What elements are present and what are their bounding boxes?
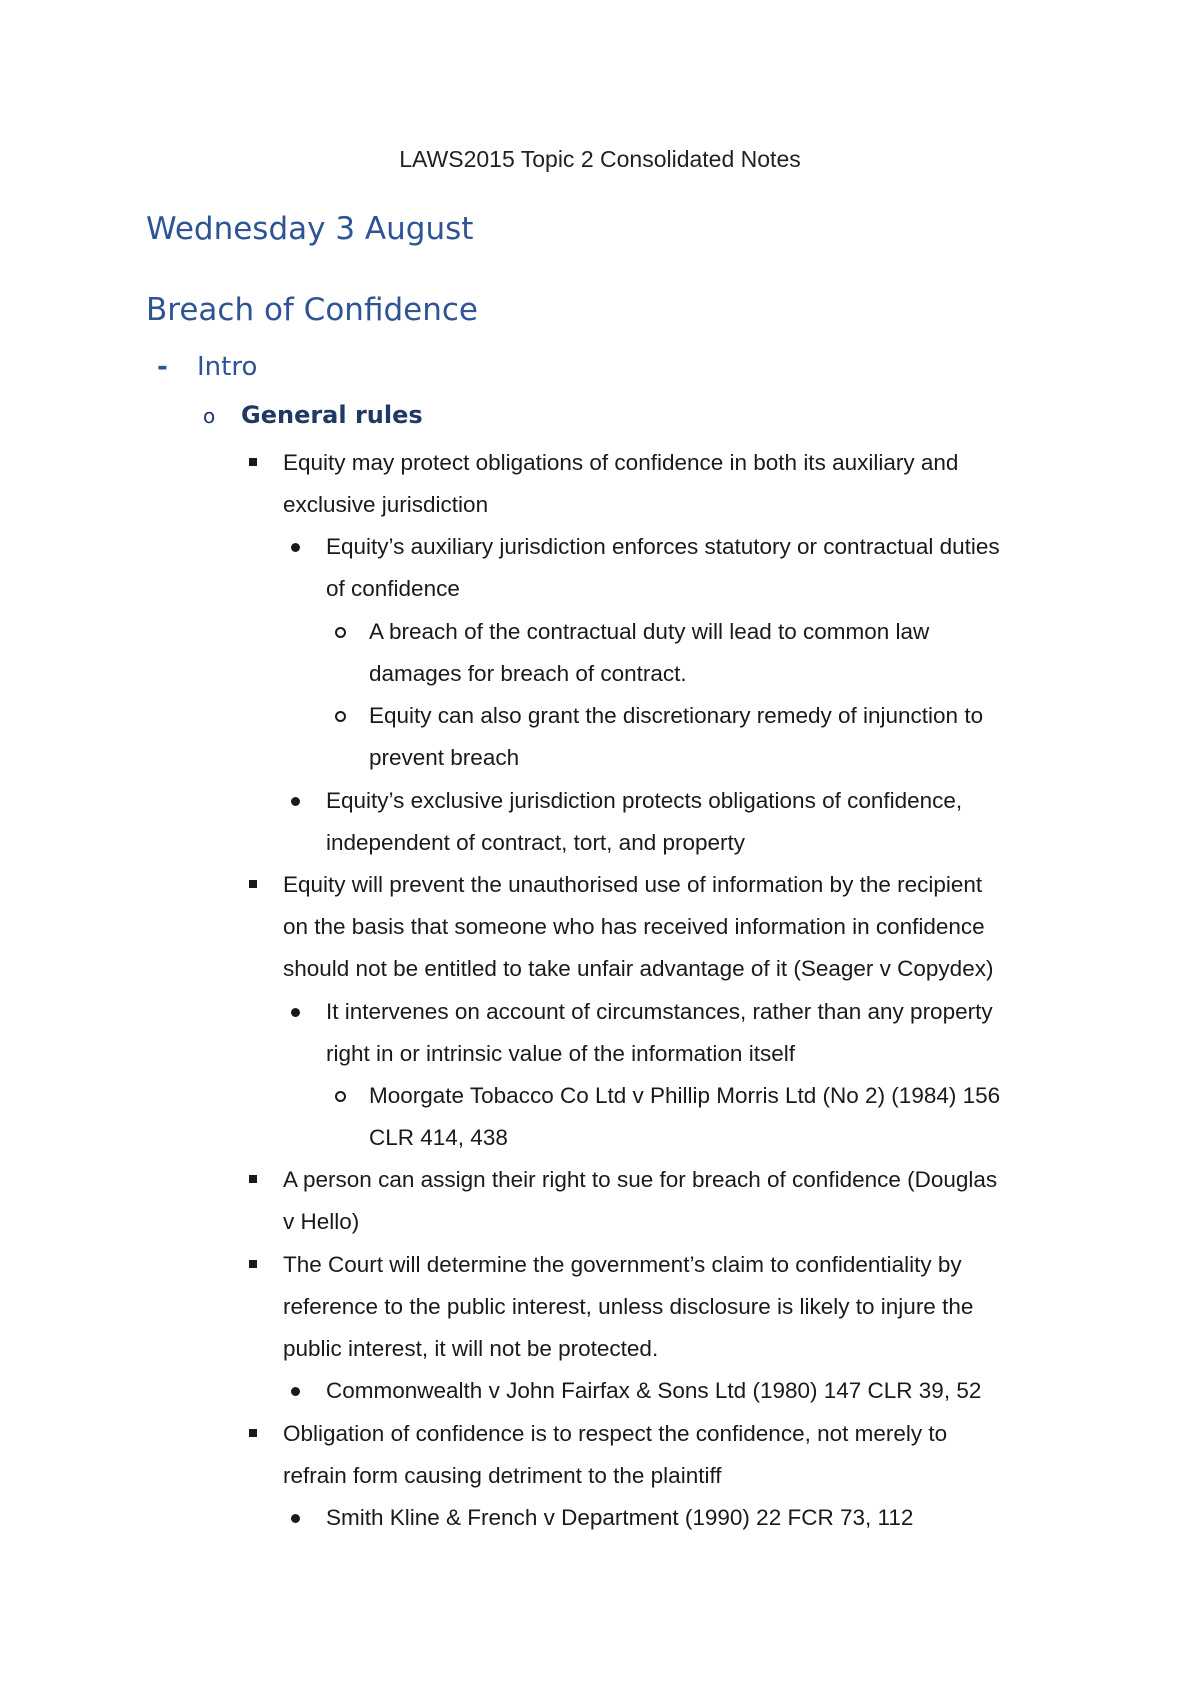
- list-item: [326, 780, 1086, 864]
- hollow-bullet: [335, 1091, 346, 1102]
- list-item: [326, 991, 1086, 1075]
- list-item-text: Commonwealth v John Fairfax & Sons Ltd (1980) 147 CLR 39, 52: [326, 1378, 982, 1403]
- list-item-text: Smith Kline & French v Department (1990) 22 FCR 73, 112: [326, 1505, 914, 1530]
- list-item-text: right in or intrinsic value of the information itself: [326, 1041, 795, 1066]
- square-bullet: [249, 458, 257, 466]
- circle-bullet: o: [203, 404, 216, 428]
- list-item-text: CLR 414, 438: [369, 1125, 508, 1150]
- list-item-text: independent of contract, tort, and property: [326, 830, 746, 855]
- round-bullet: [291, 543, 300, 552]
- list-heading-general-rules: [203, 398, 423, 433]
- list-item-text: refrain form causing detriment to the plaintiff: [283, 1463, 722, 1488]
- list-item: [283, 1244, 1083, 1370]
- list-item: [369, 1075, 1089, 1159]
- list-item-text: Equity can also grant the discretionary remedy of injunction to: [369, 703, 984, 728]
- list-item-text: Moorgate Tobacco Co Ltd v Phillip Morris Ltd (No 2) (1984) 156: [369, 1083, 1001, 1108]
- list-item-text: public interest, it will not be protected.: [283, 1336, 659, 1361]
- square-bullet: [249, 1260, 257, 1268]
- list-item: [326, 526, 1086, 610]
- list-item-text: prevent breach: [369, 745, 520, 770]
- date-heading: Wednesday 3 August: [146, 211, 474, 247]
- list-item-text: A person can assign their right to sue for breach of confidence (Douglas: [283, 1167, 998, 1192]
- list-item-text: damages for breach of contract.: [369, 661, 687, 686]
- round-bullet: [291, 797, 300, 806]
- list-item-text: on the basis that someone who has received information in confidence: [283, 914, 985, 939]
- square-bullet: [249, 880, 257, 888]
- list-item: [326, 1370, 1086, 1412]
- square-bullet: [249, 1429, 257, 1437]
- list-item-text: Obligation of confidence is to respect the confidence, not merely to: [283, 1421, 948, 1446]
- list-item-text: should not be entitled to take unfair advantage of it (Seager v Copydex): [283, 956, 994, 981]
- list-item: [326, 1497, 1086, 1539]
- list-item-text: Equity’s exclusive jurisdiction protects obligations of confidence,: [326, 788, 963, 813]
- list-item: [283, 442, 1083, 526]
- list-item-text: v Hello): [283, 1209, 360, 1234]
- list-item: [369, 695, 1089, 779]
- list-item-text: A breach of the contractual duty will lead to common law: [369, 619, 930, 644]
- list-item: [283, 1413, 1083, 1497]
- general-rules-label: General rules: [241, 401, 423, 429]
- list-item: [283, 1159, 1083, 1243]
- list-heading-intro: [157, 350, 257, 384]
- document-title: LAWS2015 Topic 2 Consolidated Notes: [399, 146, 801, 172]
- round-bullet: [291, 1514, 300, 1523]
- list-item-text: exclusive jurisdiction: [283, 492, 489, 517]
- list-item-text: Equity’s auxiliary jurisdiction enforces statutory or contractual duties: [326, 534, 1000, 559]
- round-bullet: [291, 1008, 300, 1017]
- list-item: [369, 611, 1089, 695]
- list-item-text: reference to the public interest, unless disclosure is likely to injure the: [283, 1294, 974, 1319]
- list-item-text: Equity may protect obligations of confidence in both its auxiliary and: [283, 450, 959, 475]
- list-item: [283, 864, 1083, 990]
- section-heading: Breach of Confidence: [146, 292, 478, 328]
- dash-bullet: -: [157, 352, 168, 382]
- hollow-bullet: [335, 627, 346, 638]
- list-item-text: The Court will determine the government’s claim to confidentiality by: [283, 1252, 962, 1277]
- list-item-text: Equity will prevent the unauthorised use of information by the recipient: [283, 872, 983, 897]
- round-bullet: [291, 1387, 300, 1396]
- list-item-text: It intervenes on account of circumstances, rather than any property: [326, 999, 993, 1024]
- hollow-bullet: [335, 711, 346, 722]
- list-item-text: of confidence: [326, 576, 460, 601]
- intro-label: Intro: [197, 352, 258, 382]
- square-bullet: [249, 1175, 257, 1183]
